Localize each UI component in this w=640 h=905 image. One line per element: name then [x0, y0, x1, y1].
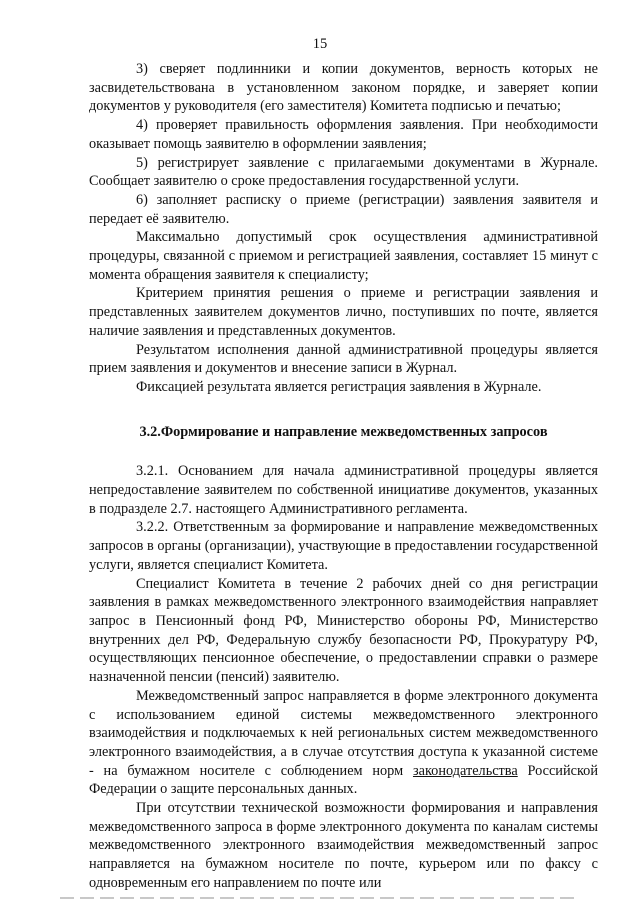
paragraph: 3.2.1. Основанием для начала административной процедуры является непредоставление заявителем по собственной инициативе документов, указанных в подразделе 2.7. настоящего Административного регламента. [89, 463, 598, 517]
paragraph: Результатом исполнения данной административной процедуры является прием заявления и документов и внесение записи в Журнал. [89, 341, 598, 377]
page-number: 15 [312, 36, 328, 52]
paragraph: При отсутствии технической возможности формирования и направления межведомственного запроса в форме электронного документа по каналам системы межведомственного электронного взаимодействия межведомственный запрос направляется на бумажном носителе по почте, курьером или по факсу с одновременным его направлением по почте или [89, 800, 598, 891]
paragraph: 6) заполняет расписку о приеме (регистрации) заявления заявителя и передает её заявителю. [89, 191, 598, 227]
paragraph: 3.2.2. Ответственным за формирование и направление межведомственных запросов в органы (организации), участвующие в предоставлении государственной услуги, является специалист Комитета. [89, 519, 598, 573]
paragraph: 5) регистрирует заявление с прилагаемыми документами в Журнале. Сообщает заявителю о сроке предоставления государственной услуги. [89, 154, 598, 190]
paragraph-text: Российской Федерации о защите персональных данных. [89, 762, 598, 798]
paragraph: Максимально допустимый срок осуществления административной процедуры, связанной с приемом и регистрацией заявления, составляет 15 минут с момента обращения заявителя к специалисту; [89, 229, 598, 283]
legislation-link[interactable]: законодательства [412, 762, 518, 779]
paragraph-text: Межведомственный запрос направляется в форме электронного документа с использованием единой системы межведомственного электронного взаимодействия и подключаемых к ней региональных систем межведомственного электронного взаимодействия, а в случае отсутствия доступа к указанной системе - на бумажном носителе с соблюдением норм [89, 687, 598, 779]
scan-artifact-line [60, 897, 580, 899]
paragraph: 4) проверяет правильность оформления заявления. При необходимости оказывает помощь заявителю в оформлении заявления; [89, 117, 598, 152]
section-heading: 3.2.Формирование и направление межведомственных запросов [139, 423, 548, 440]
paragraph: 3) сверяет подлинники и копии документов, верность которых не засвидетельствована в установленном законом порядке, и заверяет копии документов у руководителя (его заместителя) Комитета подписью и печатью; [89, 61, 598, 115]
document-body [89, 60, 598, 893]
paragraph: Специалист Комитета в течение 2 рабочих дней со дня регистрации заявления в рамках межведомственного электронного взаимодействия направляет запрос в Пенсионный фонд РФ, Министерство обороны РФ, Министерство внутренних дел РФ, Федеральную службу безопасности РФ, Прокуратуру РФ, осуществляющих пенсионное обеспечение, о предоставлении справки о размере назначенной пенсии (пенсий) заявителю. [89, 575, 598, 686]
paragraph: Фиксацией результата является регистрация заявления в Журнале. [136, 378, 542, 395]
paragraph-interagency-request [89, 687, 598, 799]
paragraph: Критерием принятия решения о приеме и регистрации заявления и представленных заявителем документов лично, поступивших по почте, является наличие заявления и представленных документов. [89, 285, 598, 339]
